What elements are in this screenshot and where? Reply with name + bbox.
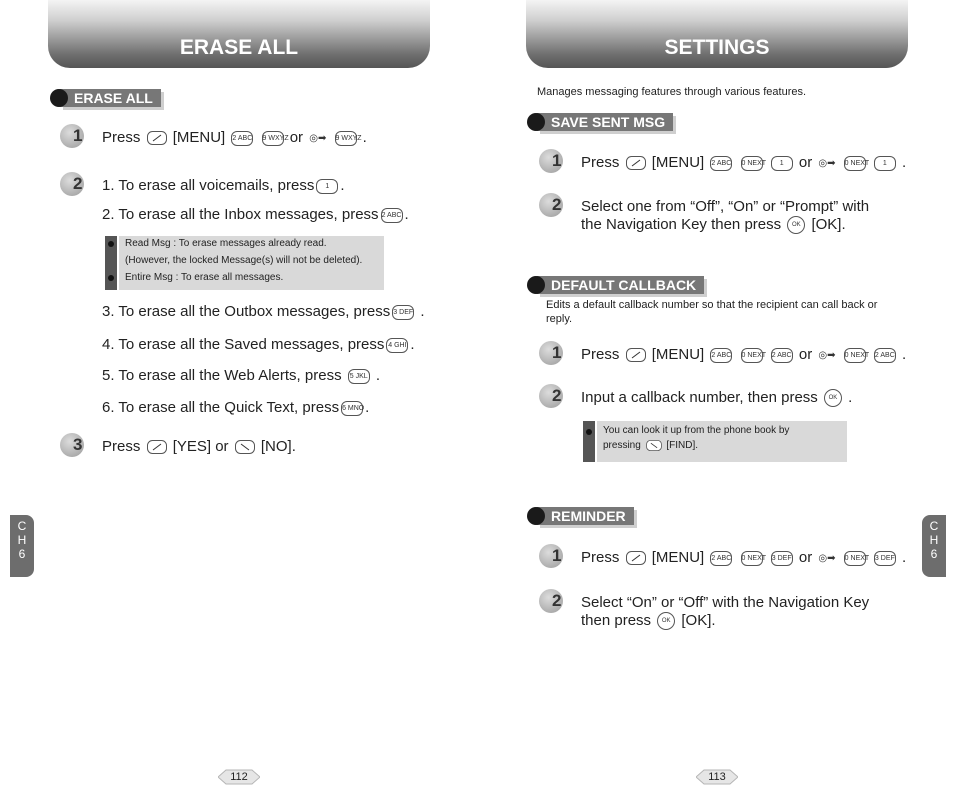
intro-text: Manages messaging features through various features. (537, 86, 807, 98)
key-2-icon: 2 ABC (771, 348, 793, 363)
step-1-instruction: Press [MENU] 2 ABC 0 NEXT 1 or ◎➡ 0 NEXT 1 . (581, 154, 907, 171)
left-softkey-icon (626, 156, 646, 170)
step-number: 2 (539, 589, 567, 613)
left-softkey-icon (147, 131, 167, 145)
key-9-icon: 9 WXYZ (262, 131, 284, 146)
bullet-dot-icon (527, 113, 545, 131)
erase-item: 5. To erase all the Web Alerts, press 5 JKL . (102, 367, 381, 384)
key-0-icon: 0 NEXT (741, 156, 763, 171)
ok-key-icon: OK (657, 612, 675, 630)
navigation-key-icon: ◎➡ (818, 552, 836, 564)
section-description: Edits a default callback number so that the recipient can call back or (546, 299, 878, 311)
note-line: Read Msg : To erase messages already read. (125, 238, 327, 249)
section-label-default-callback: DEFAULT CALLBACK (527, 275, 704, 295)
step-number: 2 (539, 193, 567, 217)
right-softkey-icon (646, 440, 662, 451)
step-number: 1 (539, 544, 567, 568)
key-2-icon: 2 ABC (381, 208, 403, 223)
left-softkey-icon (626, 348, 646, 362)
right-page (477, 0, 954, 811)
erase-item: 6. To erase all the Quick Text, press 6 MNO. (102, 399, 370, 416)
bullet-icon (586, 429, 592, 435)
step-number: 1 (60, 124, 88, 148)
key-3-icon: 3 DEF (392, 305, 414, 320)
right-softkey-icon (235, 440, 255, 454)
bullet-icon (108, 275, 114, 281)
key-4-icon: 4 GHI (386, 338, 408, 353)
page-number: 112 (226, 767, 252, 787)
key-2-icon: 2 ABC (710, 348, 732, 363)
key-0-icon: 0 NEXT (844, 348, 866, 363)
chapter-tab: C H 6 (10, 515, 34, 577)
note-bar (583, 421, 595, 462)
section-description: reply. (546, 313, 573, 325)
key-0-icon: 0 NEXT (844, 551, 866, 566)
navigation-key-icon: ◎➡ (818, 349, 836, 361)
key-1-icon: 1 (771, 156, 793, 171)
page-title: ERASE ALL (48, 0, 430, 68)
step-number: 1 (539, 341, 567, 365)
navigation-key-icon: ◎➡ (818, 157, 836, 169)
key-0-icon: 0 NEXT (741, 551, 763, 566)
erase-item: 3. To erase all the Outbox messages, press 3 DEF . (102, 303, 425, 320)
section-label-reminder: REMINDER (527, 506, 634, 526)
bullet-icon (108, 241, 114, 247)
key-1-icon: 1 (874, 156, 896, 171)
step-2-instruction: Select “On” or “Off” with the Navigation Key (581, 594, 870, 611)
erase-item: 2. To erase all the Inbox messages, press 2 ABC . (102, 206, 409, 223)
step-2-instruction: Input a callback number, then press OK . (581, 389, 853, 406)
note-line: (However, the locked Message(s) will not be deleted). (125, 255, 363, 266)
step-2-instruction: Select one from “Off”, “On” or “Prompt” with (581, 198, 870, 215)
page-title: SETTINGS (526, 0, 908, 68)
erase-item: 1. To erase all voicemails, press 1 . (102, 177, 345, 194)
ok-key-icon: OK (787, 216, 805, 234)
key-2-icon: 2 ABC (874, 348, 896, 363)
bullet-dot-icon (50, 89, 68, 107)
step-1-instruction: Press [MENU] 2 ABC 9 WXYZ or ◎➡ 9 WXYZ . (102, 129, 367, 146)
section-label-erase-all: ERASE ALL (50, 88, 161, 108)
key-5-icon: 5 JKL (348, 369, 370, 384)
step-1-instruction: Press [MENU] 2 ABC 0 NEXT 3 DEF or ◎➡ 0 NEXT 3 DEF . (581, 549, 907, 566)
ok-key-icon: OK (824, 389, 842, 407)
step-2-instruction: then press OK [OK]. (581, 612, 716, 629)
key-2-icon: 2 ABC (710, 156, 732, 171)
note-line: Entire Msg : To erase all messages. (125, 272, 284, 283)
key-1-icon: 1 (316, 179, 338, 194)
bullet-dot-icon (527, 507, 545, 525)
page-number: 113 (704, 767, 730, 787)
step-2-instruction: the Navigation Key then press OK [OK]. (581, 216, 846, 233)
erase-item: 4. To erase all the Saved messages, press 4 GHI . (102, 336, 415, 353)
step-number: 3 (60, 433, 88, 457)
note-line: You can look it up from the phone book by (603, 425, 790, 436)
step-number: 2 (539, 384, 567, 408)
navigation-key-icon: ◎➡ (309, 132, 327, 144)
chapter-tab: C H 6 (922, 515, 946, 577)
step-number: 1 (539, 149, 567, 173)
key-9-icon: 9 WXYZ (335, 131, 357, 146)
note-line: pressing [FIND]. (603, 440, 699, 452)
key-3-icon: 3 DEF (771, 551, 793, 566)
key-6-icon: 6 MNO (341, 401, 363, 416)
key-2-icon: 2 ABC (231, 131, 253, 146)
key-3-icon: 3 DEF (874, 551, 896, 566)
step-3-instruction: Press [YES] or [NO]. (102, 438, 296, 455)
step-number: 2 (60, 172, 88, 196)
key-0-icon: 0 NEXT (741, 348, 763, 363)
bullet-dot-icon (527, 276, 545, 294)
step-1-instruction: Press [MENU] 2 ABC 0 NEXT 2 ABC or ◎➡ 0 NEXT 2 ABC . (581, 346, 907, 363)
left-softkey-icon (626, 551, 646, 565)
key-0-icon: 0 NEXT (844, 156, 866, 171)
left-softkey-icon (147, 440, 167, 454)
key-2-icon: 2 ABC (710, 551, 732, 566)
section-label-save-sent-msg: SAVE SENT MSG (527, 112, 673, 132)
